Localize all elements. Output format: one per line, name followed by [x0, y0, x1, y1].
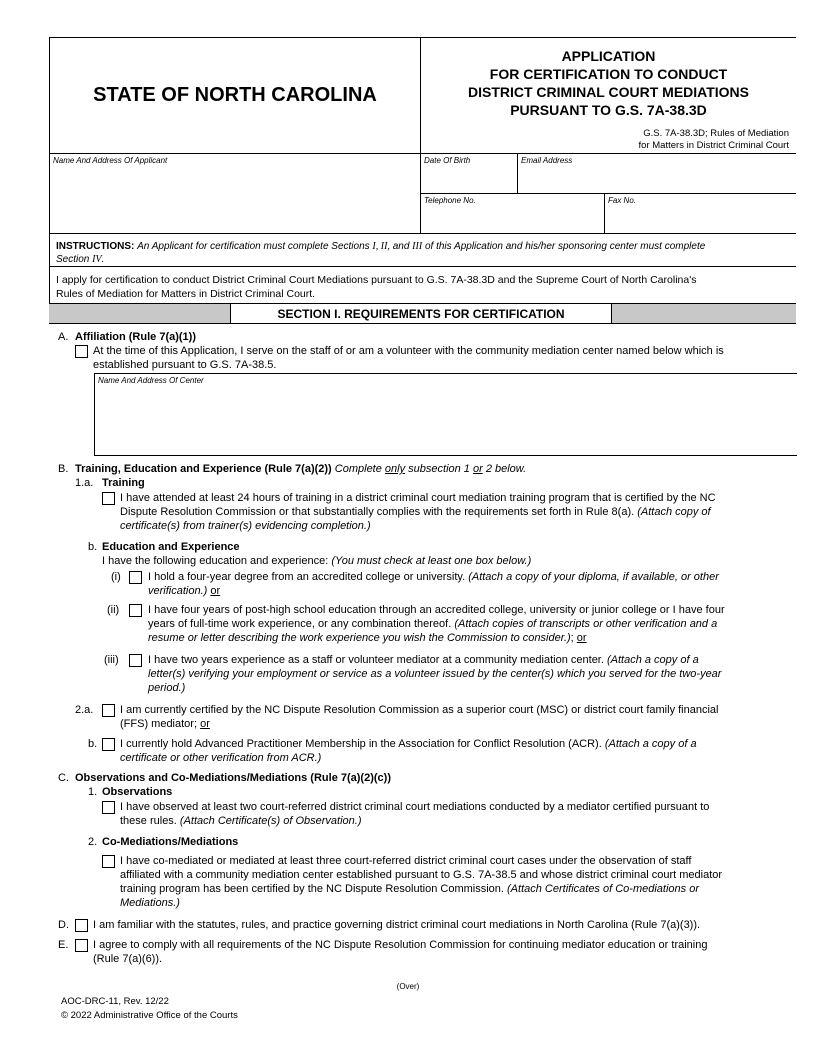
option-iii-text [148, 681, 185, 695]
option-i-checkbox[interactable] [129, 571, 142, 584]
instructions-text: . [101, 254, 105, 265]
name-address-field[interactable] [50, 154, 419, 232]
option-i-italic: verification.) [148, 585, 211, 597]
b1b-intro-italic: (You must check at least one box below.) [331, 555, 532, 567]
b1a-text: I have attended at least 24 hours of training in a district criminal court mediation training program that is certified by the NC [120, 492, 716, 504]
c2-text: affiliated with a community mediation center established pursuant to G.S. 7A-38.5 and whose district criminal court mediator [120, 869, 723, 881]
or-connector: or [210, 585, 221, 597]
b1a-text-italic: (Attach copy of [637, 506, 711, 518]
option-iii-italic: period.) [148, 682, 186, 694]
fax-label: Fax No. [608, 196, 637, 205]
b-instruction: subsection 1 [405, 463, 473, 475]
option-iii-text [148, 667, 721, 681]
statute-line: G.S. 7A-38.3D; Rules of Mediation [643, 128, 789, 139]
a-text: established pursuant to G.S. 7A-38.5. [93, 359, 277, 371]
option-ii-italic: (Attach copies of transcripts or other verification and a [454, 618, 718, 630]
c1-italic: (Attach Certificate(s) of Observation.) [179, 815, 362, 827]
title-line: APPLICATION [561, 48, 656, 64]
b1b-intro-text: I have the following education and experience: [102, 555, 332, 567]
center-field[interactable] [94, 373, 797, 456]
a-text: At the time of this Application, I serve on the staff of or am a volunteer with the community mediation center named below which is [93, 345, 724, 357]
c2-text-part: training program has been certified by the NC Dispute Resolution Commission. [120, 883, 508, 895]
or-connector: or [200, 718, 210, 730]
item-letter-b: B. [58, 463, 69, 475]
b-heading [75, 462, 526, 476]
copyright: © 2022 Administrative Office of the Courts [61, 1010, 238, 1021]
e-checkbox[interactable] [75, 939, 88, 952]
c1-text: I have observed at least two court-referred district criminal court mediations conducted by a mediator certified pursuant to [120, 801, 710, 813]
b2a-text [120, 717, 210, 731]
option-ii-text [148, 617, 717, 631]
b1b-intro [102, 554, 531, 568]
instructions-label: INSTRUCTIONS: [56, 241, 135, 252]
title-line: PURSUANT TO G.S. 7A-38.3D [510, 102, 707, 118]
dob-field[interactable] [421, 154, 516, 192]
b1a-title: Training [102, 477, 145, 489]
b-instruction: or [472, 463, 483, 475]
b1b-title: Education and Experience [102, 541, 240, 553]
option-ii-text: I have four years of post-high school education through an accredited college, university or junior college or I have four [148, 604, 725, 616]
item-letter-d: D. [58, 919, 69, 931]
option-ii-checkbox[interactable] [129, 604, 142, 617]
option-iii-text [148, 653, 699, 667]
b2a-text-part: (FFS) mediator; [120, 718, 201, 730]
a-checkbox[interactable] [75, 345, 88, 358]
b2b-checkbox[interactable] [102, 738, 115, 751]
c1-number: 1. [88, 786, 98, 798]
b2a-text: I am currently certified by the NC Dispute Resolution Commission as a superior court (MSC) or district court family financial [120, 704, 719, 716]
or-connector: or [576, 632, 587, 644]
instructions-text: and [389, 241, 413, 252]
title-line: DISTRICT CRIMINAL COURT MEDIATIONS [467, 84, 750, 100]
b2b-text [120, 751, 321, 765]
option-ii-text [148, 631, 587, 645]
option-iii-italic: letter(s) verifying your employment or service as a volunteer issued by the center(s) which you served for the two-year [148, 668, 722, 680]
item-letter-c: C. [58, 772, 69, 784]
option-ii-number: (ii) [107, 604, 120, 616]
apply-line: Rules of Mediation for Matters in District Criminal Court. [56, 288, 316, 300]
b1a-text [120, 519, 371, 533]
b1a-number: 1.a. [75, 477, 94, 489]
c2-text: I have co-mediated or mediated at least three court-referred district criminal court cases under the observation of staff [120, 855, 692, 867]
c1-title: Observations [102, 786, 173, 798]
center-label: Name And Address Of Center [98, 376, 204, 385]
e-text: I agree to comply with all requirements of the NC Dispute Resolution Commission for continuing mediator education or training [93, 939, 708, 951]
c1-checkbox[interactable] [102, 801, 115, 814]
b1a-checkbox[interactable] [102, 492, 115, 505]
b2b-number: b. [88, 738, 98, 750]
section-numerals: III [412, 241, 423, 252]
d-text: I am familiar with the statutes, rules, and practice governing district criminal court mediations in North Carolina (Rule 7(a)(3)). [93, 919, 701, 931]
b1a-text [120, 505, 711, 519]
option-i-italic: (Attach a copy of your diploma, if available, or other [468, 571, 719, 583]
b-instruction: only [384, 463, 406, 475]
b1a-text-part: Dispute Resolution Commission or that substantially complies with the requirements set forth in Rule 8(a). [120, 506, 638, 518]
section-numerals: I, II, [372, 241, 390, 252]
b2b-text-part: I currently hold Advanced Practitioner Membership in the Association for Conflict Resolution (ACR). [120, 738, 605, 750]
instructions-text: An Applicant for certification must complete Sections [137, 241, 373, 252]
c2-text [120, 882, 699, 896]
b-title: Training, Education and Experience (Rule 7(a)(2)) [75, 463, 332, 475]
email-label: Email Address [521, 156, 573, 165]
c2-number: 2. [88, 836, 98, 848]
instructions-text: of this Application and his/her sponsoring center must complete [422, 241, 706, 252]
dob-label: Date Of Birth [424, 156, 471, 165]
title-line: FOR CERTIFICATION TO CONDUCT [489, 66, 728, 82]
option-i-text [148, 584, 220, 598]
item-letter-a: A. [58, 331, 69, 343]
form-number: AOC-DRC-11, Rev. 12/22 [61, 996, 169, 1007]
state-title: STATE OF NORTH CAROLINA [93, 84, 377, 106]
b-instruction: 2 below. [482, 463, 527, 475]
option-ii-text-part: years of full-time work experience, or any combination thereof. [148, 618, 455, 630]
statute-line: for Matters in District Criminal Court [638, 140, 789, 151]
instructions-text: Section [56, 254, 93, 265]
instructions [56, 240, 791, 266]
option-i-text-part: I hold a four-year degree from an accredited college or university. [148, 571, 469, 583]
b2b-italic: certificate or other verification from ACR.) [120, 752, 322, 764]
telephone-field[interactable] [421, 194, 603, 232]
b2a-checkbox[interactable] [102, 704, 115, 717]
a-title: Affiliation (Rule 7(a)(1)) [75, 331, 196, 343]
option-i-text [148, 570, 719, 584]
b2b-text [120, 737, 697, 751]
item-letter-e: E. [58, 939, 69, 951]
telephone-label: Telephone No. [424, 196, 476, 205]
section-numerals: IV [92, 254, 102, 265]
apply-statement [56, 273, 794, 301]
option-ii-italic: resume or letter describing the work experience you wish the Commission to consider.) [148, 632, 571, 644]
c2-italic: Mediations.) [120, 897, 180, 909]
b2a-number: 2.a. [75, 704, 94, 716]
option-iii-text-part: I have two years experience as a staff or volunteer mediator at a community mediation center. [148, 654, 607, 666]
fax-field[interactable] [605, 194, 795, 232]
c1-text [120, 814, 361, 828]
apply-line: I apply for certification to conduct District Criminal Court Mediations pursuant to G.S. 7A-38.3D and the Supreme Court of North Carolina's [56, 274, 697, 286]
over-note: (Over) [396, 982, 420, 991]
option-iii-number: (iii) [104, 654, 119, 666]
c-title: Observations and Co-Mediations/Mediations (Rule 7(a)(2)(c)) [75, 772, 391, 784]
option-iii-checkbox[interactable] [129, 654, 142, 667]
d-checkbox[interactable] [75, 919, 88, 932]
b2b-italic: (Attach a copy of a [604, 738, 697, 750]
b1b-number: b. [88, 541, 98, 553]
name-address-label: Name And Address Of Applicant [53, 156, 168, 165]
section-title: SECTION I. REQUIREMENTS FOR CERTIFICATION [277, 307, 565, 321]
statute-reference [520, 128, 789, 152]
c1-text-part: these rules. [120, 815, 180, 827]
b-instruction: Complete [334, 463, 385, 475]
e-text: (Rule 7(a)(6)). [93, 953, 163, 965]
form-title [421, 47, 796, 119]
b1a-text-italic: certificate(s) from trainer(s) evidencing completion.) [120, 520, 371, 532]
c2-text [120, 896, 180, 910]
email-field[interactable] [518, 154, 795, 192]
c2-title: Co-Mediations/Mediations [102, 836, 239, 848]
c2-checkbox[interactable] [102, 855, 115, 868]
option-i-number: (i) [111, 571, 121, 583]
option-iii-italic: (Attach a copy of a [606, 654, 699, 666]
c2-italic: (Attach Certificates of Co-mediations or [507, 883, 699, 895]
option-ii-text-part: ; [570, 632, 577, 644]
